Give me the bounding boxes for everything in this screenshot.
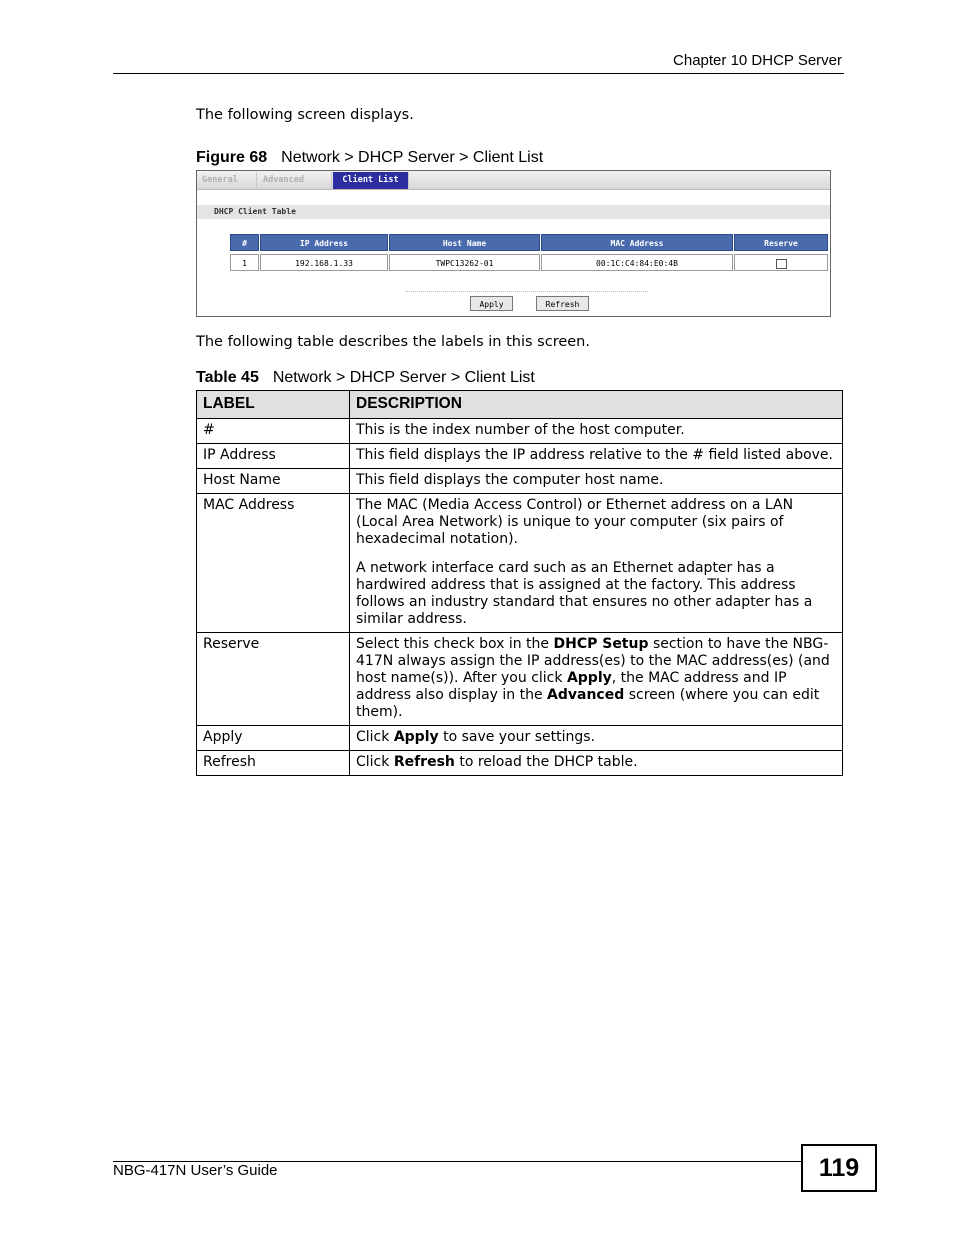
description-paragraph: The MAC (Media Access Control) or Ethernet address on a LAN (Local Area Network) is unique to your computer (six pairs of hexadecimal notation). [356, 497, 794, 547]
row-description: This field displays the computer host name. [350, 469, 843, 494]
text-run: to reload the DHCP table. [454, 754, 638, 770]
client-list-screenshot [196, 170, 831, 317]
table-row [197, 633, 843, 726]
table-row [197, 751, 843, 776]
bold-term: Apply [566, 670, 612, 686]
row-description: This field displays the IP address relative to the # field listed above. [350, 444, 843, 469]
cell-mac-address: 00:1C:C4:84:E0:4B [541, 254, 733, 271]
description-table [196, 390, 843, 776]
bold-term: Refresh [393, 754, 455, 770]
row-description [350, 494, 843, 633]
header-label: LABEL [197, 391, 350, 419]
guide-title: NBG-417N User’s Guide [113, 1162, 278, 1179]
table-row [197, 494, 843, 633]
table-caption [196, 369, 535, 387]
col-ip-address: IP Address [260, 234, 388, 251]
table-row [197, 419, 843, 444]
row-label: IP Address [197, 444, 350, 469]
reserve-checkbox[interactable] [776, 259, 787, 269]
section-title-bar [197, 205, 830, 219]
client-table [230, 234, 828, 271]
text-run: screen (where you can edit them). [356, 687, 820, 720]
tab-general[interactable]: General [197, 172, 257, 189]
bold-term: Advanced [547, 687, 625, 703]
row-description: This is the index number of the host computer. [350, 419, 843, 444]
text-run: , the MAC address and IP address also display in the [356, 670, 787, 703]
apply-button[interactable]: Apply [470, 296, 513, 311]
col-mac-address: MAC Address [541, 234, 733, 251]
cell-ip-address: 192.168.1.33 [260, 254, 388, 271]
col-host-name: Host Name [389, 234, 540, 251]
row-label: # [197, 419, 350, 444]
figure-title: Network > DHCP Server > Client List [281, 149, 544, 166]
row-label: Apply [197, 726, 350, 751]
col-reserve: Reserve [734, 234, 828, 251]
intro-text: The following screen displays. [196, 107, 414, 123]
figure-number: Figure 68 [196, 149, 268, 166]
refresh-button[interactable]: Refresh [536, 296, 589, 311]
table-number: Table 45 [196, 369, 259, 386]
header-description: DESCRIPTION [350, 391, 843, 419]
tab-bar [197, 171, 830, 190]
tab-client-list[interactable]: Client List [333, 172, 409, 189]
table-intro-text: The following table describes the labels in this screen. [196, 334, 590, 350]
table-header-row [197, 391, 843, 419]
text-run: Click [356, 729, 394, 745]
row-label: Reserve [197, 633, 350, 726]
text-run: Select this check box in the [356, 636, 554, 652]
row-label: MAC Address [197, 494, 350, 633]
description-paragraph: A network interface card such as an Ethernet adapter has a hardwired address that is assigned at the factory. This address follows an industry standard that ensures no other adapter has a similar address. [356, 560, 813, 627]
chapter-header: Chapter 10 DHCP Server [673, 52, 842, 69]
tab-advanced[interactable]: Advanced [258, 172, 332, 189]
row-label: Host Name [197, 469, 350, 494]
col-index: # [230, 234, 259, 251]
row-description [350, 726, 843, 751]
divider [406, 291, 648, 292]
header-rule [113, 73, 844, 74]
text-run: to save your settings. [438, 729, 596, 745]
bold-term: DHCP Setup [553, 636, 649, 652]
text-run: Click [356, 754, 394, 770]
row-label: Refresh [197, 751, 350, 776]
table-title: Network > DHCP Server > Client List [272, 369, 535, 386]
text-run: section to have the NBG-417N always assign the IP address(es) to the MAC address(es) (and host name(s)). After you click [356, 636, 830, 686]
figure-caption [196, 149, 543, 167]
table-row [197, 726, 843, 751]
row-description [350, 633, 843, 726]
page-number: 119 [801, 1144, 877, 1192]
table-row [197, 469, 843, 494]
section-title: DHCP Client Table [214, 207, 296, 216]
row-description [350, 751, 843, 776]
cell-index: 1 [230, 254, 259, 271]
cell-host-name: TWPC13262-01 [389, 254, 540, 271]
bold-term: Apply [393, 729, 439, 745]
cell-reserve [734, 254, 828, 271]
table-row [197, 444, 843, 469]
